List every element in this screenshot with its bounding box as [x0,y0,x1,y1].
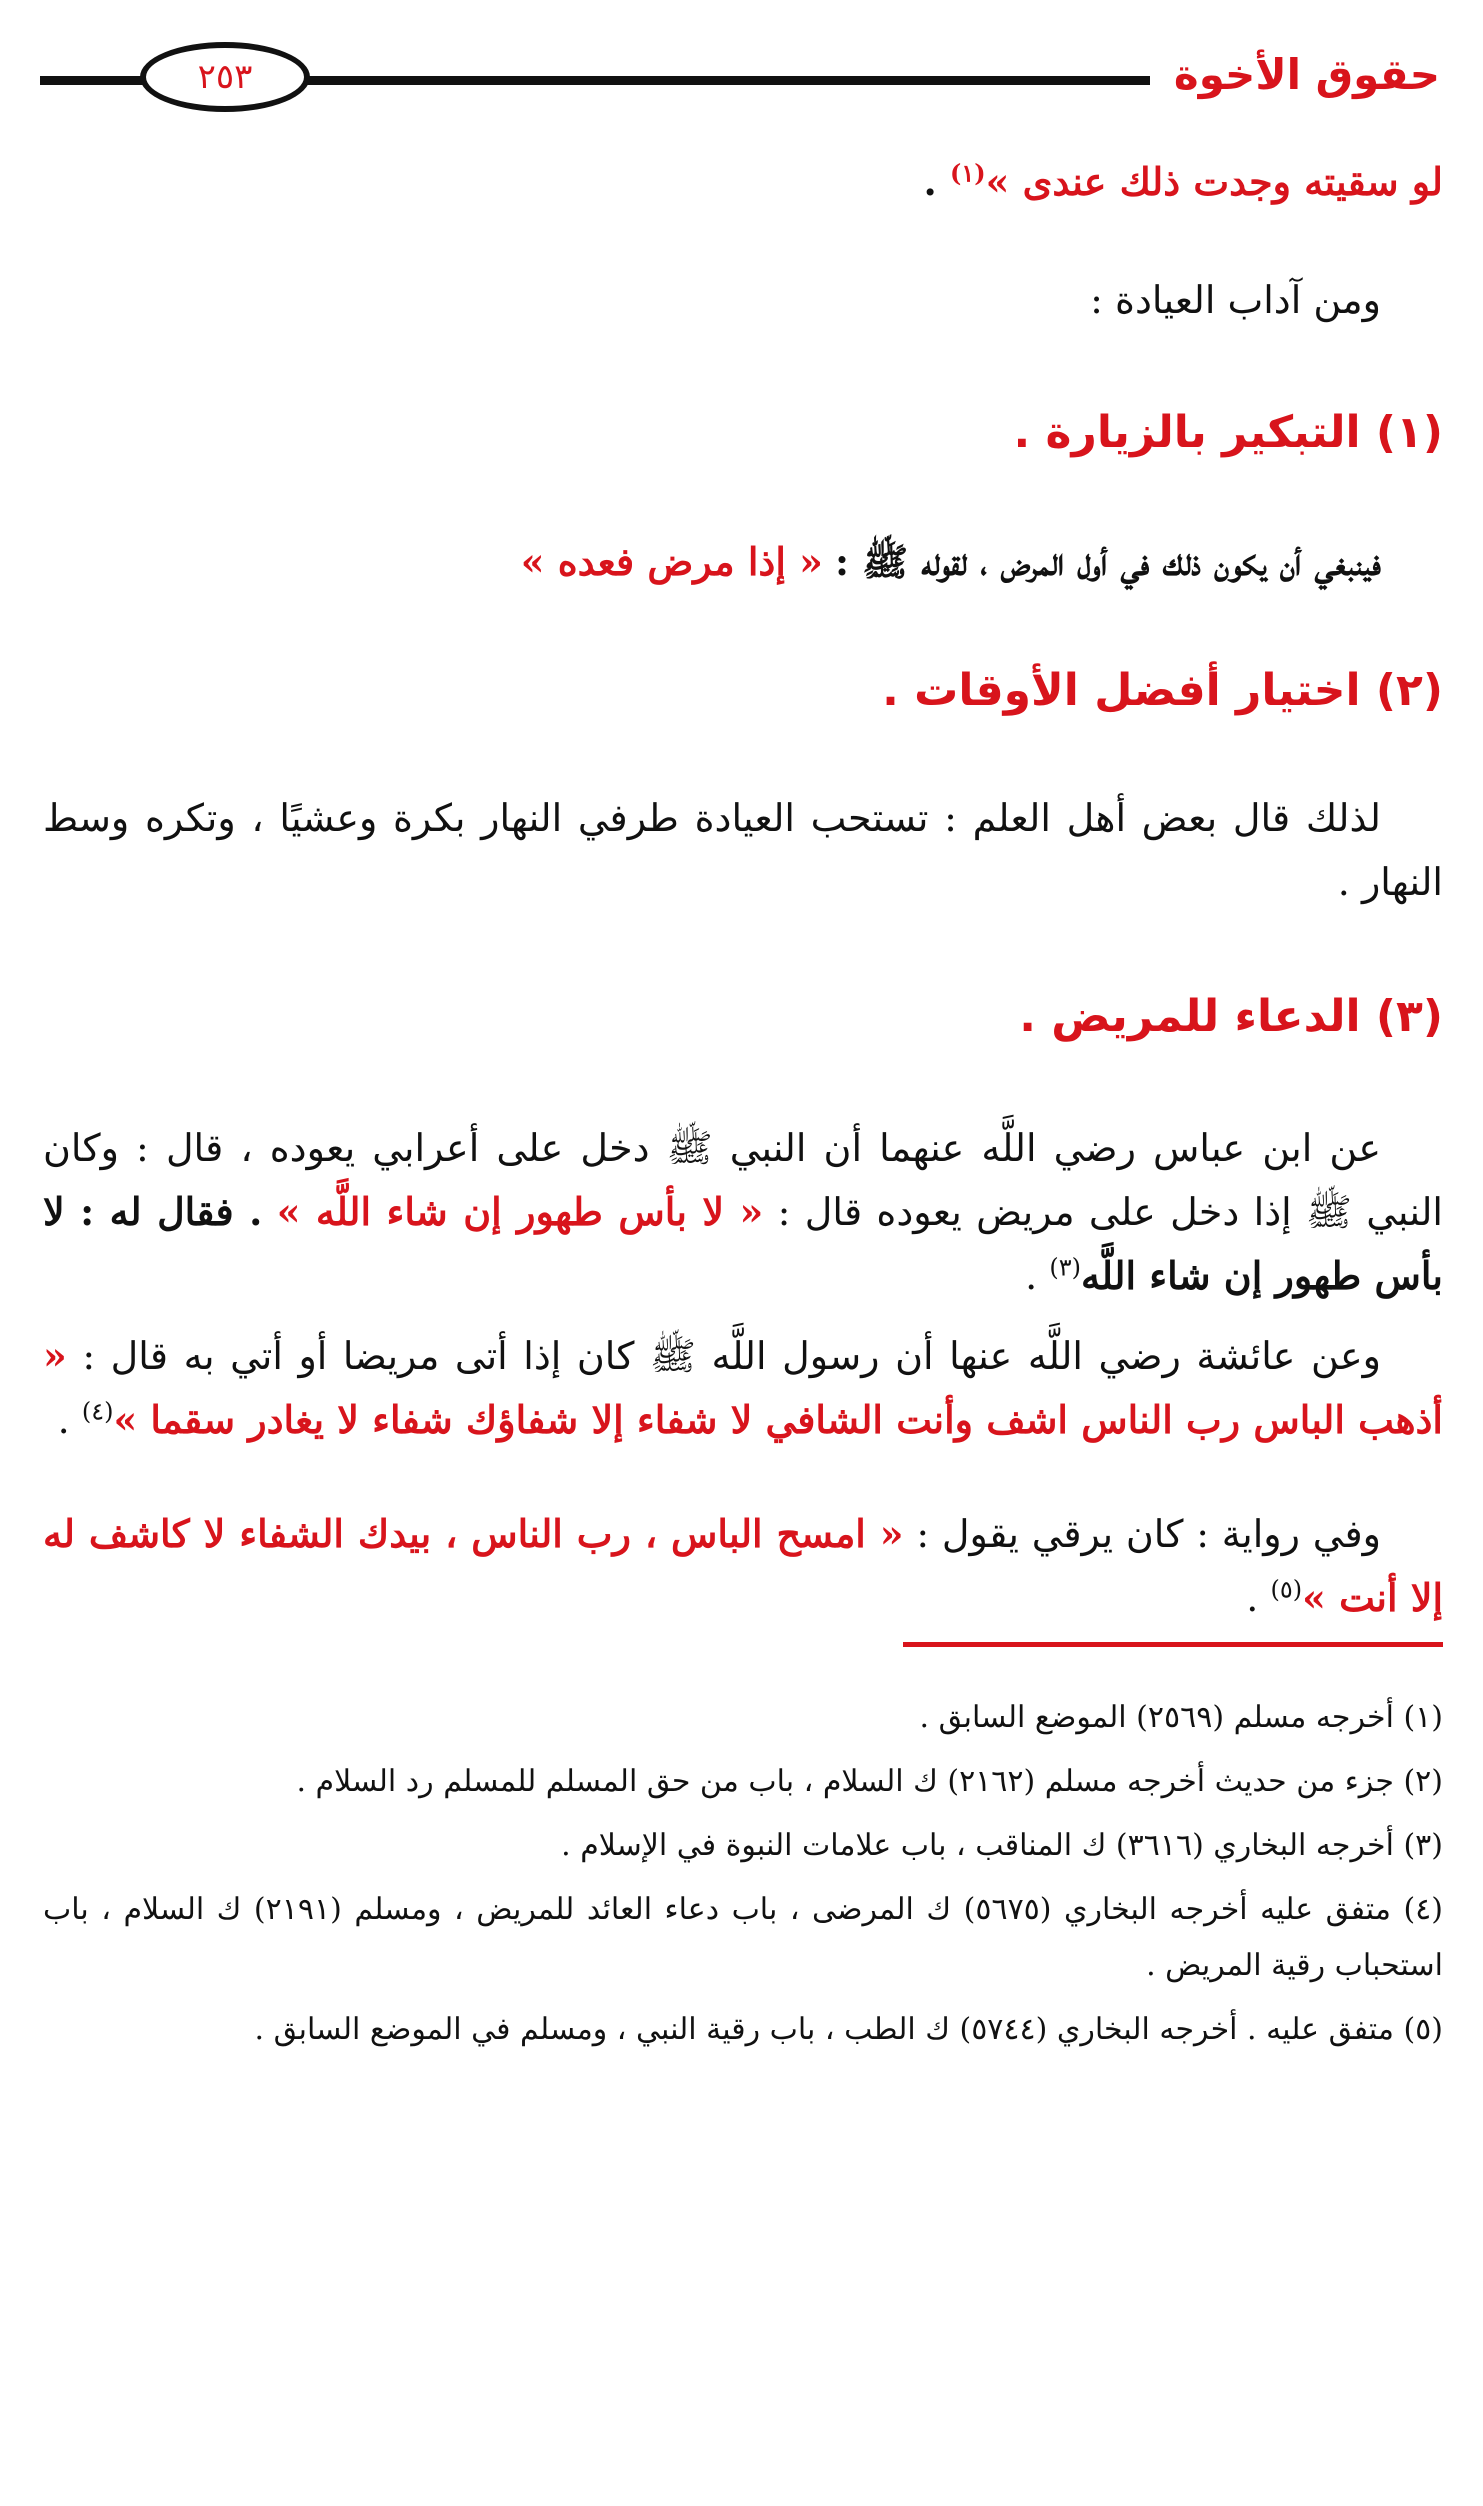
footnote-divider [903,1642,1443,1647]
running-title: حقوق الأخوة [1150,40,1440,110]
line-end-period: . [923,159,937,204]
paragraph-aisha [43,1324,1443,1452]
footnote-3: (٣) أخرجه البخاري (٣٦١٦) ك المناقب ، باب علامات النبوة في الإسلام . [561,1828,1443,1863]
hadith-quote-5: « امسح الباس ، رب الناس ، بيدك الشفاء لا كاشف له إلا أنت » [43,1511,1443,1620]
paragraph-riwaya-end: . [1246,1576,1259,1620]
footnote-2: (٢) جزء من حديث أخرجه مسلم (٢١٦٢) ك السلام ، باب من حق المسلم للمسلم رد السلام . [296,1764,1443,1799]
heading-best-times: (٢) اختيار أفضل الأوقات . [882,665,1443,716]
footnote-ref-1: (١) [949,158,986,188]
footnotes [43,1690,1443,2066]
paragraph-riwaya-a: وفي رواية : كان يرقي يقول : [916,1512,1381,1556]
continued-quote-text: لو سقيته وجدت ذلك عندى » [985,159,1443,204]
paragraph-ibn-abbas-a: عن ابن عباس رضي اللَّه عنهما أن النبي ﷺ دخل على أعرابي يعوده ، قال : وكان النبي ﷺ إذا دخل على مريض يعوده قال : [43,1126,1443,1234]
hadith-quote-4: « أذهب الباس رب الناس اشف وأنت الشافي لا شفاء إلا شفاؤك شفاء لا يغادر سقما » [43,1333,1443,1442]
footnote-ref-3: (٣) [1049,1253,1081,1282]
footnote-ref-5: (٥) [1270,1575,1303,1604]
page-header [40,36,1440,116]
paragraph-best-times: لذلك قال بعض أهل العلم : تستحب العيادة طرفي النهار بكرة وعشيًا ، وتكره وسط النهار . [43,796,1443,904]
hadith-quote-1: « إذا مرض فعده » [520,539,823,584]
hadith-quote-3: « لا بأس طهور إن شاء اللَّه » [276,1189,764,1234]
heading-early-visit: (١) التبكير بالزيارة . [1013,407,1443,458]
paragraph-riwaya [43,1502,1443,1630]
footnote-5: (٥) متفق عليه . أخرجه البخاري (٥٧٤٤) ك الطب ، باب رقية النبي ، ومسلم في الموضع السابق . [254,2012,1443,2047]
footnote-1: (١) أخرجه مسلم (٢٥٦٩) الموضع السابق . [919,1700,1443,1735]
section-intro: ومن آداب العيادة : [1090,278,1381,322]
footnote-ref-4: (٤) [81,1397,114,1426]
paragraph-aisha-a: وعن عائشة رضي اللَّه عنها أن رسول اللَّه ﷺ كان إذا أتى مريضا أو أتي به قال : [82,1334,1381,1378]
continued-quote-line [43,150,1443,214]
paragraph-aisha-end: . [57,1398,70,1442]
page-number-badge: ٢٥٣ [140,42,310,112]
paragraph-ibn-abbas-end: . [1025,1254,1038,1298]
heading-dua: (٣) الدعاء للمريض . [1019,991,1443,1042]
paragraph-early-visit-text: فينبغي أن يكون ذلك في أول المرض ، لقوله ﷺ : [834,539,1381,584]
footnote-4: (٤) متفق عليه أخرجه البخاري (٥٦٧٥) ك المرضى ، باب دعاء العائد للمريض ، ومسلم (٢١٩١) ك السلام ، باب استحباب رقية المريض . [43,1892,1443,1983]
paragraph-ibn-abbas-b: . فقال له : لا بأس طهور إن شاء اللَّه [43,1189,1443,1298]
paragraph-early-visit [43,530,1443,594]
paragraph-ibn-abbas [43,1116,1443,1308]
